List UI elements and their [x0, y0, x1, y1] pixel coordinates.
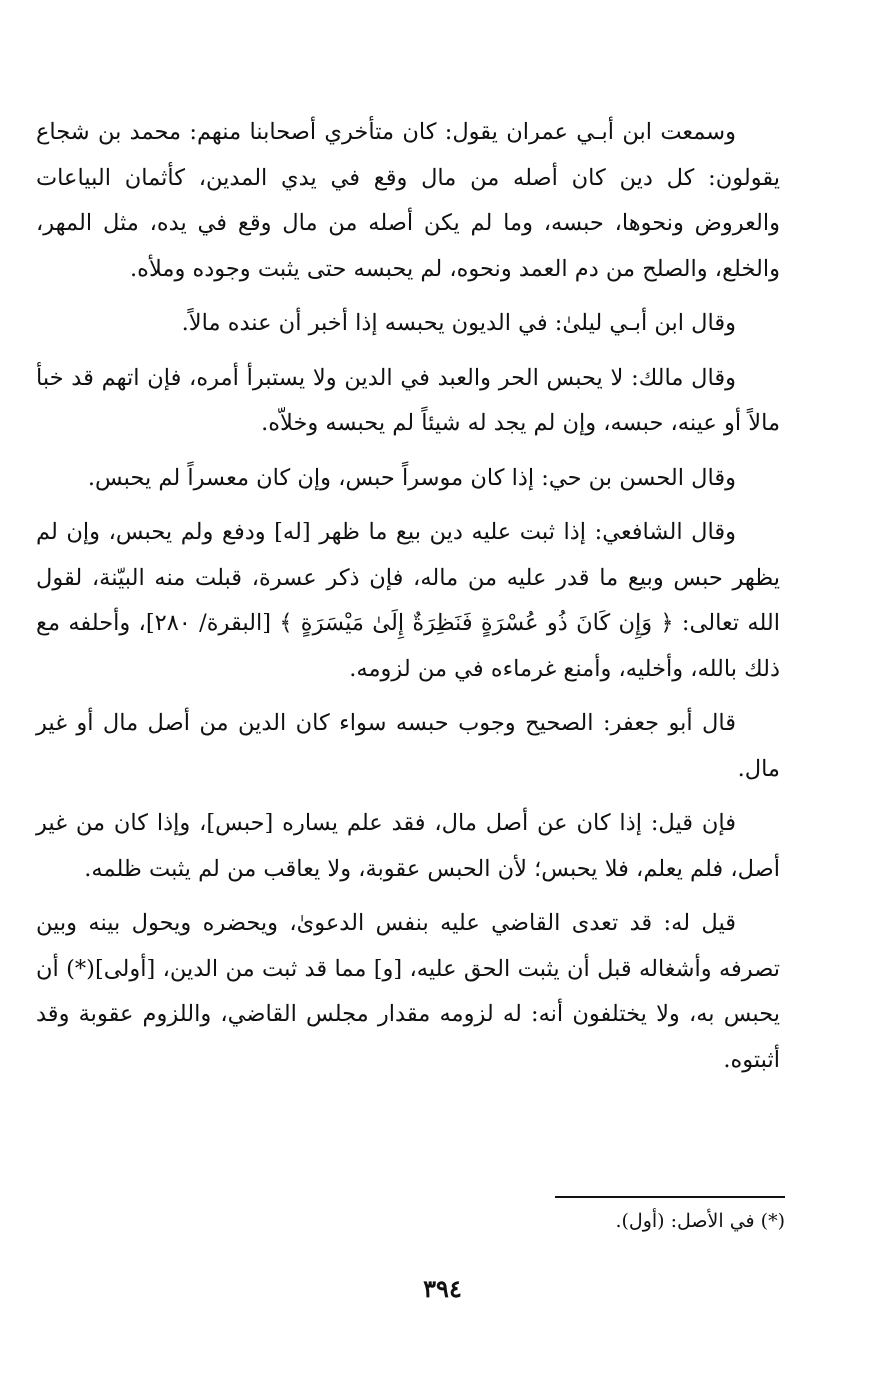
page-body: [36, 110, 780, 1092]
page-number: ٣٩٤: [423, 1274, 462, 1303]
paragraph-objection: فإن قيل: إذا كان عن أصل مال، فقد علم يساره [حبس]، وإذا كان من غير أصل، فلم يعلم، فلا يحبس؛ لأن الحبس عقوبة، ولا يعاقب من لم يثبت ظلمه.: [36, 810, 780, 882]
footnote-separator: [555, 1196, 785, 1198]
footnote: (*) في الأصل: (أول).: [615, 1210, 785, 1232]
paragraph-ibn-abi-layla: وقال ابن أبـي ليلىٰ: في الديون يحبسه إذا أخبر أن عنده مالاً.: [181, 310, 736, 336]
paragraph-abu-jafar: قال أبو جعفر: الصحيح وجوب حبسه سواء كان الدين من أصل مال أو غير مال.: [36, 710, 780, 782]
paragraph-hasan-ibn-hayy: وقال الحسن بن حي: إذا كان موسراً حبس، وإن كان معسراً لم يحبس.: [87, 464, 736, 491]
paragraph-ibn-abi-imran: وسمعت ابن أبـي عمران يقول: كان متأخري أصحابنا منهم: محمد بن شجاع يقولون: كل دين كان أصله من مال وقع في يدي المدين، كأثمان البياعات والعروض ونحوها، حبسه، وما لم يكن أصله من مال وقع في يده، مثل المهر، والخلع، والصلح من دم العمد ونحوه، لم يحبسه حتى يثبت وجوده وملأه.: [36, 119, 780, 282]
paragraph-shafii: وقال الشافعي: إذا ثبت عليه دين بيع ما ظهر [له] ودفع ولم يحبس، وإن لم يظهر حبس وبيع ما قدر عليه من ماله، فإن ذكر عسرة، قبلت منه البيّنة، لقول الله تعالى: ﴿ وَإِن كَانَ ذُو عُسْرَةٍ فَنَظِرَةٌ إِلَىٰ مَيْسَرَةٍ ﴾ [البقرة/ ٢٨٠]، وأحلفه مع ذلك بالله، وأخليه، وأمنع غرماءه في من لزومه.: [36, 519, 781, 682]
paragraph-malik: وقال مالك: لا يحبس الحر والعبد في الدين ولا يستبرأ أمره، فإن اتهم قد خبأ مالاً أو عينه، حبسه، وإن لم يجد له شيئاً لم يحبسه وخلاّه.: [36, 364, 780, 436]
paragraph-reply: قيل له: قد تعدى القاضي عليه بنفس الدعوىٰ، ويحضره ويحول بينه وبين تصرفه وأشغاله قبل أن يثبت الحق عليه، [و] مما قد ثبت من الدين، [أولى](*) أن يحبس به، ولا يختلفون أنه: له لزومه مقدار مجلس القاضي، واللزوم عقوبة وقد أثبتوه.: [36, 910, 780, 1073]
